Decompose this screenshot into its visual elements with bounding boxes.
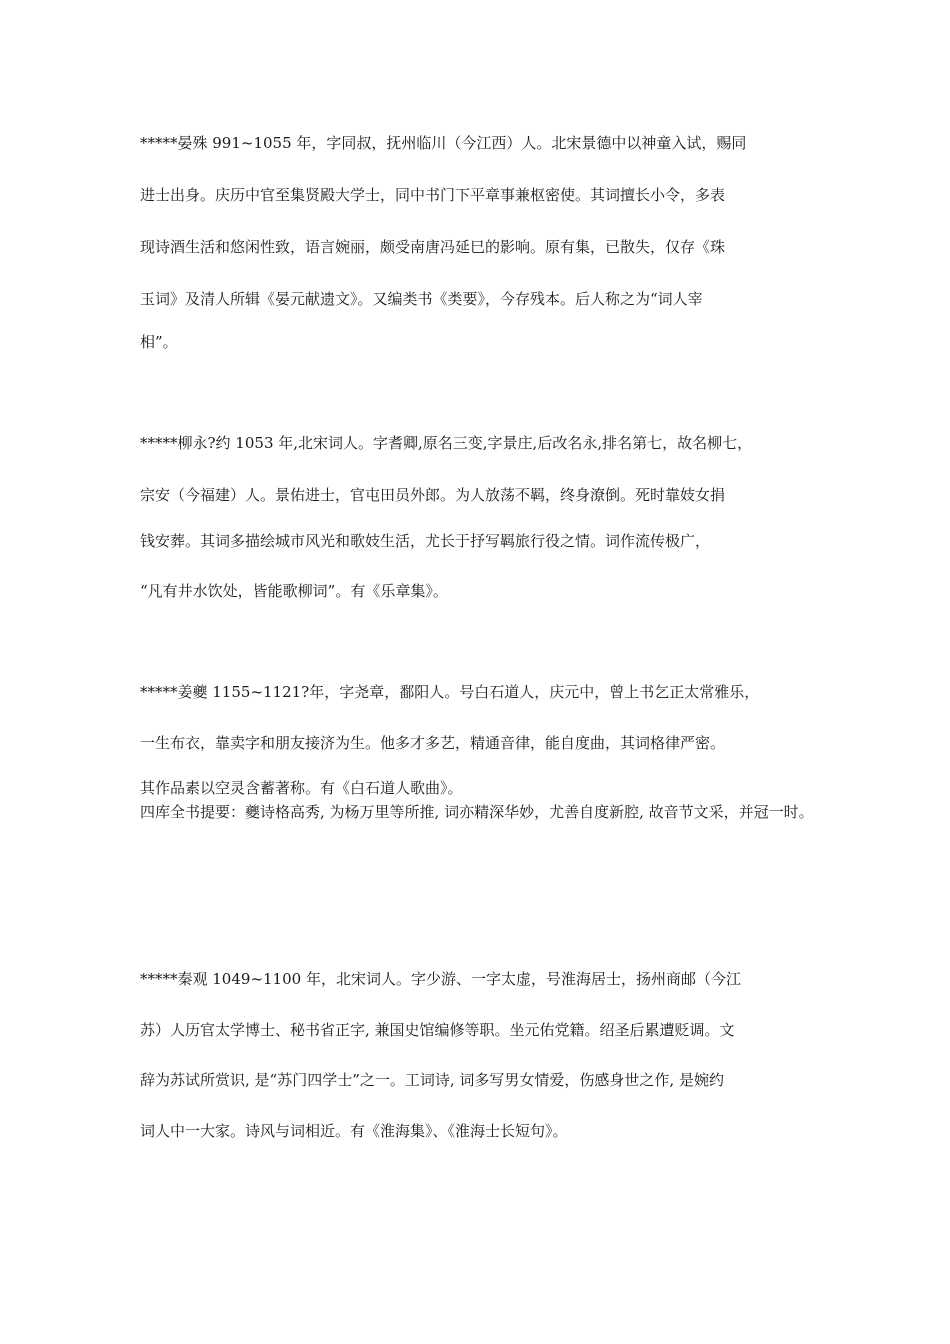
- text-line: *****姜夔 1155~1121?年，字尧章，鄱阳人。号白石道人，庆元中，曾上书乞正太常雅乐，: [140, 683, 760, 701]
- text-line: *****柳永?约 1053 年,北宋词人。字耆卿,原名三变,字景庄,后改名永,排名第七，故名柳七，: [140, 434, 753, 452]
- siku-note: 四库全书提要：夔诗格高秀, 为杨万里等所推, 词亦精深华妙，尤善自度新腔, 故音节文采，并冠一时。: [140, 803, 814, 821]
- text-line: 其作品素以空灵含蓄著称。有《白石道人歌曲》。: [140, 779, 463, 797]
- text-line: *****秦观 1049~1100 年，北宋词人。字少游、一字太虚，号淮海居士，扬州商邮（今江: [140, 970, 741, 988]
- text-line: 相”。: [140, 333, 178, 351]
- text-line: 苏）人历官太学博士、秘书省正字, 兼国史馆编修等职。坐元佑党籍。绍圣后累遭贬调。文: [140, 1021, 735, 1039]
- text-line: 宗安（今福建）人。景佑进士，官屯田员外郎。为人放荡不羁，终身潦倒。死时靠妓女捐: [140, 486, 726, 504]
- text-line: 一生布衣，靠卖字和朋友接济为生。他多才多艺，精通音律，能自度曲，其词格律严密。: [140, 734, 726, 752]
- text-line: 现诗酒生活和悠闲性致，语言婉丽，颇受南唐冯延巳的影响。原有集，已散失，仅存《珠: [140, 238, 726, 256]
- text-line: 辞为苏试所赏识, 是“苏门四学士”之一。工词诗, 词多写男女情爱，伤感身世之作, 是婉约: [140, 1071, 724, 1089]
- text-line: *****晏殊 991~1055 年，字同叔，抚州临川（今江西）人。北宋景德中以神童入试，赐同: [140, 134, 747, 152]
- text-line: 进士出身。庆历中官至集贤殿大学士，同中书门下平章事兼枢密使。其词擅长小令，多表: [140, 186, 726, 204]
- text-line: 钱安葬。其词多描绘城市风光和歌妓生活，尤长于抒写羁旅行役之情。词作流传极广，: [140, 532, 711, 550]
- text-line: 玉词》及清人所辑《晏元献遗文》。又编类书《类要》，今存残本。后人称之为“词人宰: [140, 290, 703, 308]
- text-line: “凡有井水饮处，皆能歌柳词”。有《乐章集》。: [140, 582, 448, 600]
- text-line: 词人中一大家。诗风与词相近。有《淮海集》、《淮海士长短句》。: [140, 1122, 568, 1140]
